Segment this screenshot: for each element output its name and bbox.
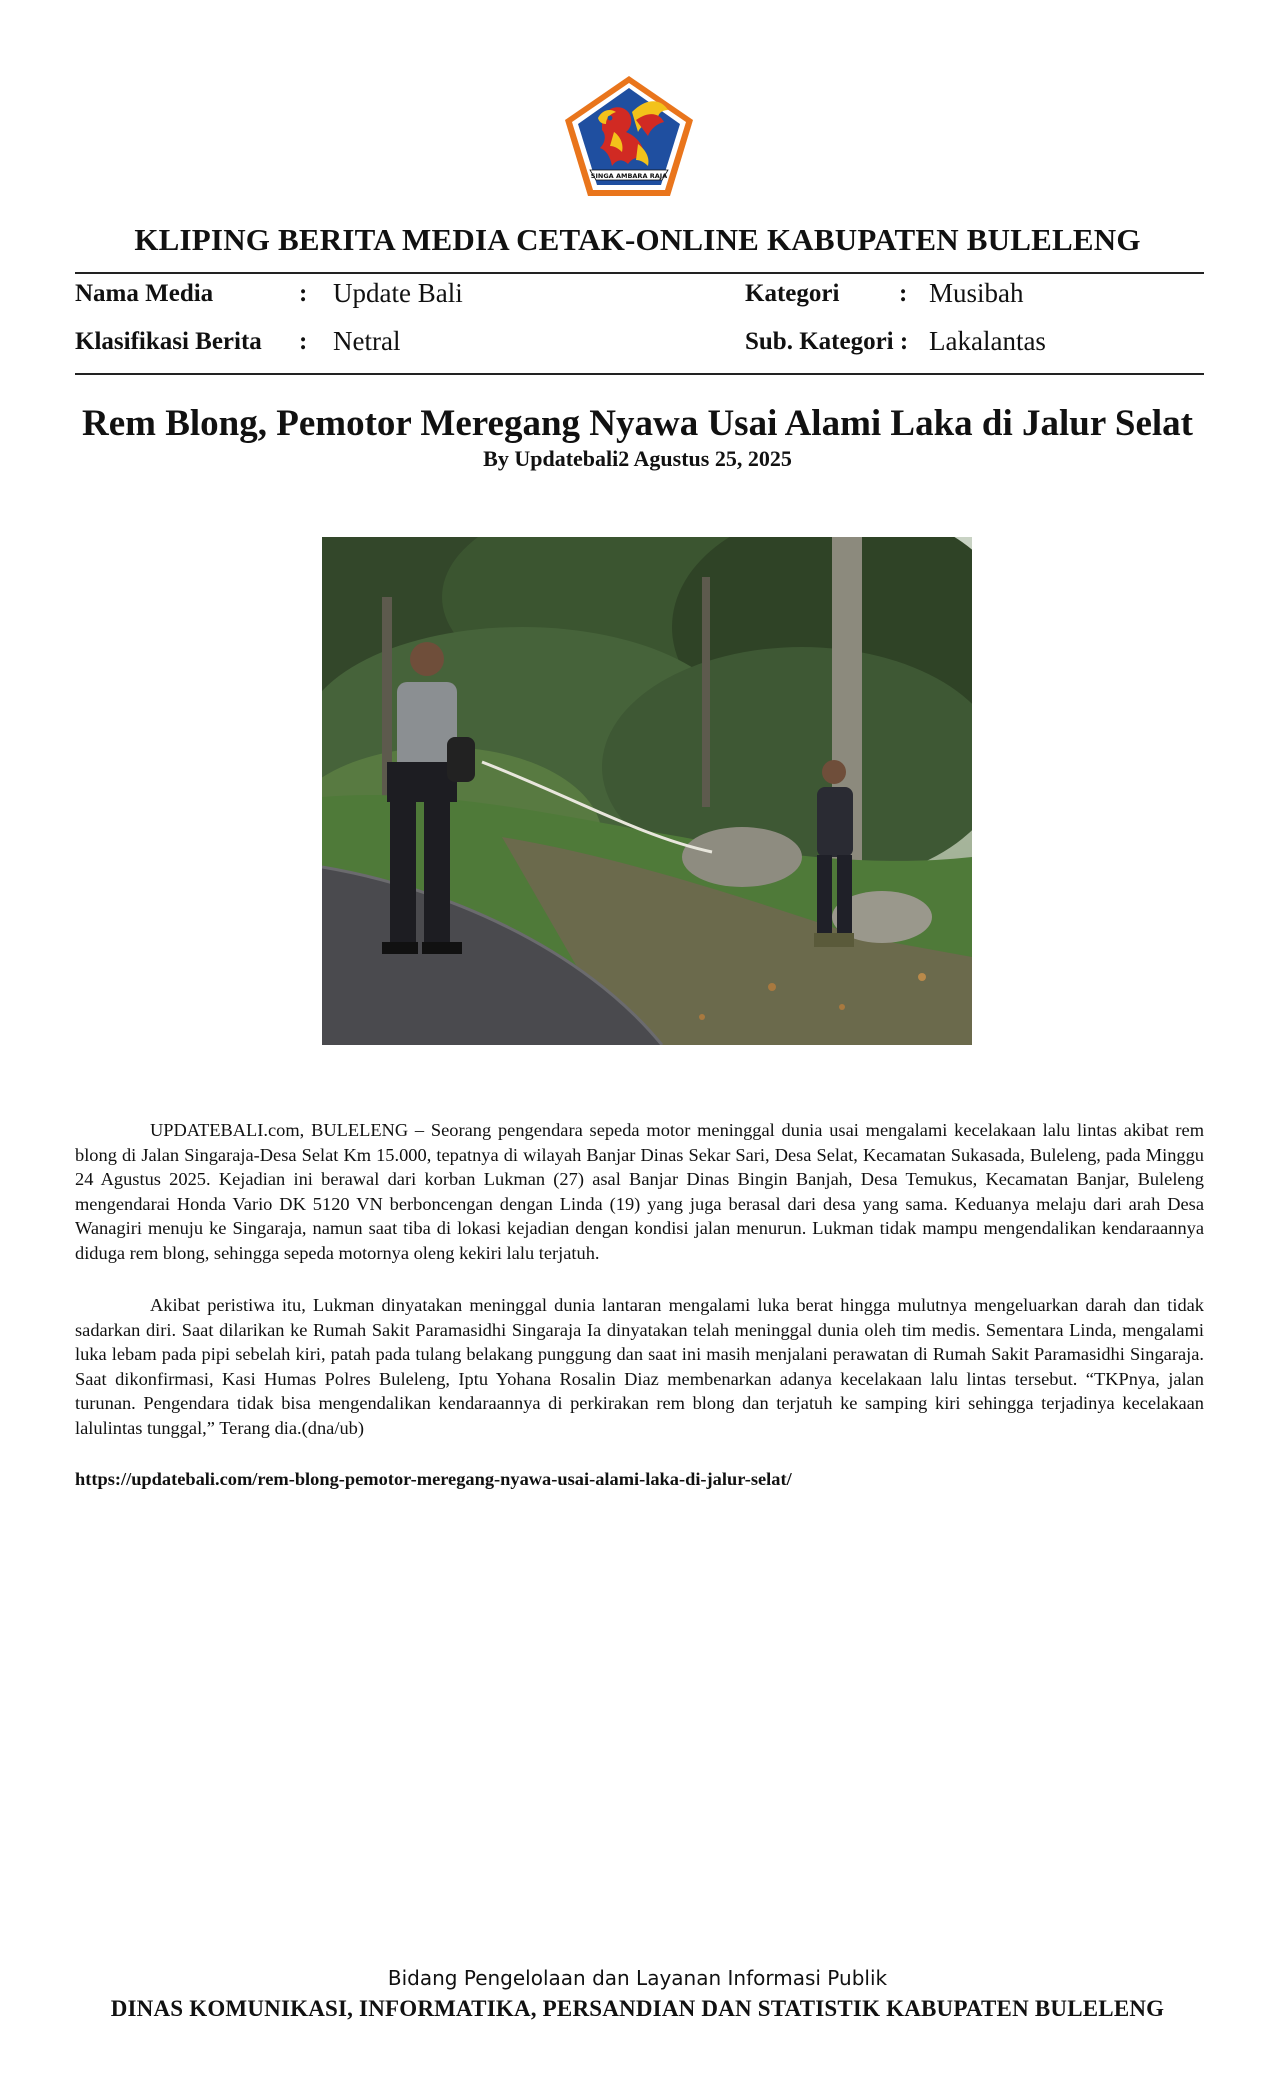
category-label: Kategori [745,280,840,307]
subcategory-value: Lakalantas [929,326,1046,356]
header-divider-bottom [75,373,1204,375]
media-name-colon: : [299,280,308,307]
footer-division-name: Bidang Pengelolaan dan Layanan Informasi Publik [387,1966,888,1990]
media-name-label: Nama Media [75,280,214,307]
article-photo [322,537,972,1045]
footer-agency-name: DINAS KOMUNIKASI, INFORMATIKA, PERSANDIAN DAN STATISTIK KABUPATEN BULELENG [110,1996,1165,2021]
article-paragraph-1: UPDATEBALI.com, BULELENG – Seorang pengendara sepeda motor meninggal dunia usai mengalami kecelakaan lalu lintas akibat rem blong di Jalan Singaraja-Desa Selat Km 15.000, tepatnya di wilayah Banjar Dinas Sekar Sari, Desa Selat, Kecamatan Sukasada, Buleleng, pada Minggu 24 Agustus 2025. Kejadian ini berawal dari korban Lukman (27) asal Banjar Dinas Bingin Banjah, Desa Temukus, Kecamatan Banjar, Buleleng mengendarai Honda Vario DK 5120 VN berboncengan dengan Linda (19) yang juga berasal dari desa yang sama. Keduanya melaju dari arah Desa Wanagiri menuju ke Singaraja, namun saat tiba di lokasi kejadian dengan kondisi jalan menurun. Lukman tidak mampu mengendalikan kendaraannya diduga rem blong, sehingga sepeda motornya oleng kekiri lalu terjatuh. [75,1120,1204,1263]
subcategory-label: Sub. Kategori : [745,328,909,355]
media-name-value: Update Bali [333,278,463,308]
article-byline: By Updatebali2 Agustus 25, 2025 [483,446,792,471]
article-source-link[interactable]: https://updatebali.com/rem-blong-pemotor-meregang-nyawa-usai-alami-laka-di-jalur-selat/ [75,1469,792,1489]
news-classification-label: Klasifikasi Berita [75,328,262,355]
svg-text:SINGA AMBARA RAJA: SINGA AMBARA RAJA [590,172,668,180]
clipping-header-title: KLIPING BERITA MEDIA CETAK-ONLINE KABUPATEN BULELENG [134,222,1141,257]
news-classification-value: Netral [333,326,401,356]
article-paragraph-2: Akibat peristiwa itu, Lukman dinyatakan meninggal dunia lantaran mengalami luka berat hingga mulutnya mengeluarkan darah dan tidak sadarkan diri. Saat dilarikan ke Rumah Sakit Paramasidhi Singaraja Ia dinyatakan telah meninggal dunia oleh tim medis. Sementara Linda, mengalami luka lebam pada pipi sebelah kiri, patah pada tulang belakang punggung dan saat ini masih menjalani perawatan di Rumah Sakit Paramasidhi Singaraja. Saat dikonfirmasi, Kasi Humas Polres Buleleng, Iptu Yohana Rosalin Diaz membenarkan adanya kecelakaan lalu lintas tersebut. “TKPnya, jalan turunan. Pengendara tidak bisa mengendalikan kendaraannya di perkirakan rem blong dan terjatuh ke samping kiri sehingga terjadinya kecelakaan lalulintas tunggal,” Terang dia.(dna/ub) [75,1295,1204,1438]
buleleng-emblem-logo [562,74,696,200]
header-divider-top [75,272,1204,274]
article-title: Rem Blong, Pemotor Meregang Nyawa Usai Alami Laka di Jalur Selat [82,403,1193,444]
news-classification-colon: : [299,328,308,355]
category-value: Musibah [929,278,1024,308]
category-colon: : [899,280,908,307]
